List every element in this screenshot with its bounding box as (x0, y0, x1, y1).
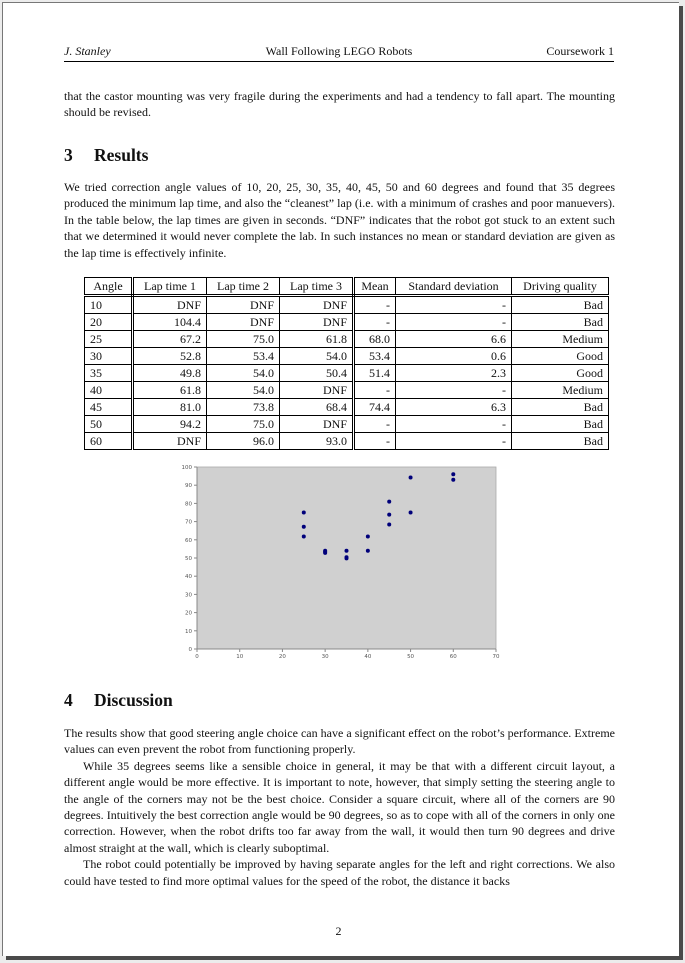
table-cell: - (396, 416, 512, 433)
table-cell: DNF (280, 314, 354, 331)
data-point (387, 500, 391, 504)
discussion-paragraph: While 35 degrees seems like a sensible choice in general, it may be that with a different circuit layout, a different angle would be more effective. It is important to note, however, that simply setting the steering angle to the angle of the corners may not be the best choice. Consider a square circuit, where all of the corners are 90 degrees. Intuitively the best correction angle would be 90 degrees, so as to cope with all of the corners in only one correction. However, when the robot drifts too far away from the wall, it would then turn 90 degrees and drive almost straight at the wall, which is clearly suboptimal. (64, 758, 615, 855)
table-cell: - (354, 314, 396, 331)
x-tick-label: 0 (195, 654, 199, 660)
table-cell: 54.0 (280, 348, 354, 365)
section-heading-discussion (64, 690, 173, 711)
data-point (323, 549, 327, 553)
x-tick-label: 20 (278, 654, 286, 660)
table-cell: 52.8 (133, 348, 207, 365)
table-cell: - (354, 416, 396, 433)
discussion-paragraph: The robot could potentially be improved by having separate angles for the left and right corrections. We also could have tested to find more optimal values for the speed of the robot, the distance it backs (64, 857, 615, 888)
table-cell: 40 (85, 382, 133, 399)
table-cell: 20 (85, 314, 133, 331)
data-point (345, 555, 349, 559)
table-row (85, 382, 609, 399)
results-table (84, 277, 609, 450)
y-tick-label: 50 (185, 556, 192, 562)
table-cell: 53.4 (354, 348, 396, 365)
y-tick-label: 70 (185, 519, 192, 526)
data-point (387, 513, 391, 517)
table-cell: Medium (512, 382, 609, 399)
page-number: 2 (335, 924, 342, 938)
table-cell: - (354, 296, 396, 314)
table-cell: Bad (512, 416, 609, 433)
section-number: 4 (64, 690, 73, 710)
table-cell: 35 (85, 365, 133, 382)
table-cell: 61.8 (280, 331, 354, 348)
section-number: 3 (64, 145, 73, 165)
x-tick-label: 40 (364, 654, 372, 660)
x-tick-label: 50 (407, 654, 415, 660)
data-point (409, 476, 413, 480)
table-cell: 45 (85, 399, 133, 416)
page-shadow-bottom (6, 956, 683, 960)
data-point (302, 511, 306, 515)
table-cell: 61.8 (133, 382, 207, 399)
table-row (85, 365, 609, 382)
table-cell: 81.0 (133, 399, 207, 416)
table-cell: 75.0 (207, 331, 280, 348)
table-cell: 6.6 (396, 331, 512, 348)
header-author: J. Stanley (64, 44, 111, 58)
table-cell: 50 (85, 416, 133, 433)
table-cell: Medium (512, 331, 609, 348)
table-cell: Bad (512, 433, 609, 450)
table-cell: DNF (280, 296, 354, 314)
table-cell: 60 (85, 433, 133, 450)
table-cell: 68.0 (354, 331, 396, 348)
table-column-header: Mean (354, 278, 396, 296)
table-cell: 49.8 (133, 365, 207, 382)
y-tick-label: 0 (188, 647, 192, 653)
table-cell: 94.2 (133, 416, 207, 433)
table-cell: - (396, 433, 512, 450)
x-tick-label: 70 (492, 654, 500, 660)
table-row (85, 348, 609, 365)
table-cell: 10 (85, 296, 133, 314)
header-course: Coursework 1 (546, 44, 614, 58)
table-cell: 73.8 (207, 399, 280, 416)
page-shadow-right (679, 6, 683, 960)
table-cell: 74.4 (354, 399, 396, 416)
table-cell: 96.0 (207, 433, 280, 450)
table-cell: Good (512, 348, 609, 365)
y-tick-label: 60 (185, 537, 192, 544)
table-column-header: Standard deviation (396, 278, 512, 296)
table-cell: - (396, 296, 512, 314)
table-cell: - (354, 433, 396, 450)
table-cell: DNF (207, 314, 280, 331)
table-column-header: Driving quality (512, 278, 609, 296)
table-cell: 51.4 (354, 365, 396, 382)
table-cell: 93.0 (280, 433, 354, 450)
table-row (85, 433, 609, 450)
table-cell: 104.4 (133, 314, 207, 331)
y-tick-label: 10 (185, 628, 192, 635)
table-cell: Bad (512, 296, 609, 314)
intro-paragraph: that the castor mounting was very fragile during the experiments and had a tendency to fall apart. The mounting should be revised. (64, 89, 615, 120)
y-tick-label: 90 (185, 483, 192, 490)
y-tick-label: 20 (185, 610, 192, 617)
table-column-header: Lap time 3 (280, 278, 354, 296)
table-cell: 30 (85, 348, 133, 365)
table-row (85, 314, 609, 331)
table-cell: 2.3 (396, 365, 512, 382)
table-cell: 67.2 (133, 331, 207, 348)
table-cell: DNF (207, 296, 280, 314)
table-cell: 0.6 (396, 348, 512, 365)
x-tick-label: 30 (321, 654, 329, 660)
table-column-header: Lap time 1 (133, 278, 207, 296)
table-cell: DNF (280, 382, 354, 399)
table-cell: 54.0 (207, 382, 280, 399)
x-tick-label: 60 (449, 654, 457, 660)
table-cell: 25 (85, 331, 133, 348)
table-cell: - (396, 382, 512, 399)
table-row (85, 331, 609, 348)
table-cell: DNF (280, 416, 354, 433)
lap-time-scatter-chart (170, 460, 510, 665)
discussion-body (64, 725, 615, 889)
table-row (85, 399, 609, 416)
data-point (409, 511, 413, 515)
running-header (64, 44, 614, 62)
table-cell: 68.4 (280, 399, 354, 416)
table-row (85, 296, 609, 314)
y-tick-label: 100 (181, 465, 192, 471)
table-cell: 54.0 (207, 365, 280, 382)
y-tick-label: 40 (185, 574, 192, 581)
table-cell: 6.3 (396, 399, 512, 416)
data-point (366, 549, 370, 553)
table-column-header: Lap time 2 (207, 278, 280, 296)
section-title: Results (94, 145, 149, 165)
table-cell: Bad (512, 399, 609, 416)
data-point (345, 549, 349, 553)
header-title: Wall Following LEGO Robots (265, 44, 413, 58)
data-point (302, 525, 306, 529)
data-point (387, 523, 391, 527)
data-point (451, 472, 455, 476)
section-title: Discussion (94, 690, 173, 710)
table-cell: 53.4 (207, 348, 280, 365)
table-cell: DNF (133, 433, 207, 450)
y-tick-label: 80 (185, 501, 192, 508)
table-column-header: Angle (85, 278, 133, 296)
table-cell: Good (512, 365, 609, 382)
table-row (85, 416, 609, 433)
table-header-row (85, 278, 609, 296)
section-heading-results (64, 145, 148, 166)
y-tick-label: 30 (185, 592, 192, 599)
table-cell: - (396, 314, 512, 331)
table-cell: - (354, 382, 396, 399)
discussion-paragraph: The results show that good steering angle choice can have a significant effect on the robot’s performance. Extreme values can even prevent the robot from functioning properly. (64, 726, 615, 757)
results-paragraph: We tried correction angle values of 10, 20, 25, 30, 35, 40, 45, 50 and 60 degrees and found that 35 degrees produced the minimum lap time, and also the “cleanest” lap (i.e. with a minimum of crashes and poor manuevers). In the table below, the lap times are given in seconds. “DNF” indicates that the robot got stuck to an extent such that we determined it would never complete the lab. In such instances no mean or standard deviation are given as the lap time is effectively infinite. (64, 180, 615, 260)
table-cell: DNF (133, 296, 207, 314)
x-tick-label: 10 (236, 654, 244, 660)
table-cell: Bad (512, 314, 609, 331)
data-point (366, 535, 370, 539)
table-cell: 75.0 (207, 416, 280, 433)
data-point (451, 478, 455, 482)
table-cell: 50.4 (280, 365, 354, 382)
data-point (302, 535, 306, 539)
